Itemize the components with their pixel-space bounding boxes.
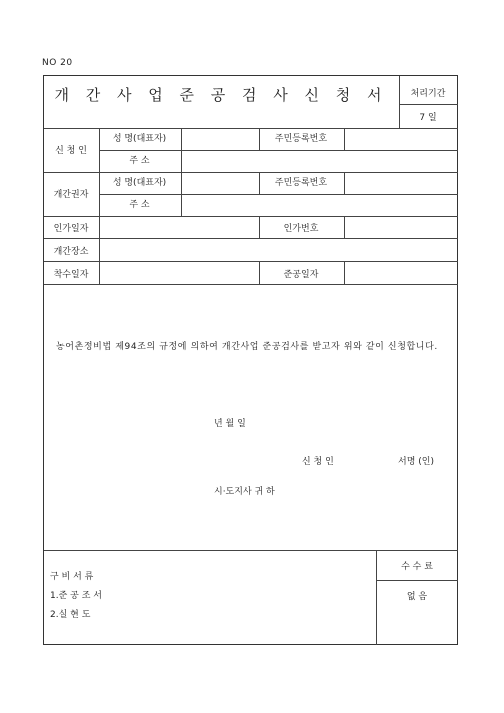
application-statement: 농어촌정비법 제94조의 규정에 의하여 개간사업 준공검사를 받고자 위와 같이 신청합니다. xyxy=(56,342,438,352)
completion-date-label: 준공일자 xyxy=(283,270,319,280)
applicant-address-label: 주 소 xyxy=(129,156,150,166)
applicant-sign-line: 신 청 인 xyxy=(302,457,334,467)
applicant-id-field[interactable] xyxy=(344,128,456,148)
attachments-header: 구 비 서 류 xyxy=(50,572,94,582)
cultivator-name-label: 성 명(대표자) xyxy=(112,178,167,188)
date-line: 년 월 일 xyxy=(214,419,246,429)
fee-value: 없 음 xyxy=(406,592,428,602)
site-field[interactable] xyxy=(99,239,456,259)
attachment-item: 2.실 현 도 xyxy=(50,610,91,620)
applicant-id-label: 주민등록번호 xyxy=(274,134,328,144)
signature-label: 서명 (인) xyxy=(398,457,434,467)
completion-date-field[interactable] xyxy=(344,262,456,282)
cultivator-id-label: 주민등록번호 xyxy=(274,178,328,188)
processing-period-value: 7 일 xyxy=(419,113,437,123)
permit-date-label: 인가일자 xyxy=(53,224,89,234)
divider xyxy=(399,104,458,105)
start-date-label: 착수일자 xyxy=(53,270,89,280)
applicant-address-field[interactable] xyxy=(181,150,456,170)
divider xyxy=(44,284,458,285)
cultivator-address-label: 주 소 xyxy=(129,200,150,210)
attachment-item: 1.준 공 조 서 xyxy=(50,591,102,601)
form-title: 개 간 사 업 준 공 검 사 신 청 서 xyxy=(54,86,388,104)
applicant-section-label: 신 청 인 xyxy=(55,146,87,156)
cultivator-section-label: 개간권자 xyxy=(53,190,89,200)
permit-number-label: 인가번호 xyxy=(283,224,319,234)
processing-period-label: 처리기간 xyxy=(410,89,446,99)
start-date-field[interactable] xyxy=(99,262,258,282)
applicant-name-label: 성 명(대표자) xyxy=(112,134,167,144)
cultivator-address-field[interactable] xyxy=(181,194,456,214)
fee-label: 수 수 료 xyxy=(401,562,433,572)
applicant-name-field[interactable] xyxy=(181,128,258,148)
site-label: 개간장소 xyxy=(53,247,89,257)
permit-number-field[interactable] xyxy=(344,217,456,237)
cultivator-id-field[interactable] xyxy=(344,172,456,192)
form-number: NO 20 xyxy=(42,58,73,68)
divider xyxy=(44,550,458,551)
permit-date-field[interactable] xyxy=(99,217,258,237)
cultivator-name-field[interactable] xyxy=(181,172,258,192)
divider xyxy=(376,580,458,581)
addressee: 시·도지사 귀 하 xyxy=(214,487,275,497)
